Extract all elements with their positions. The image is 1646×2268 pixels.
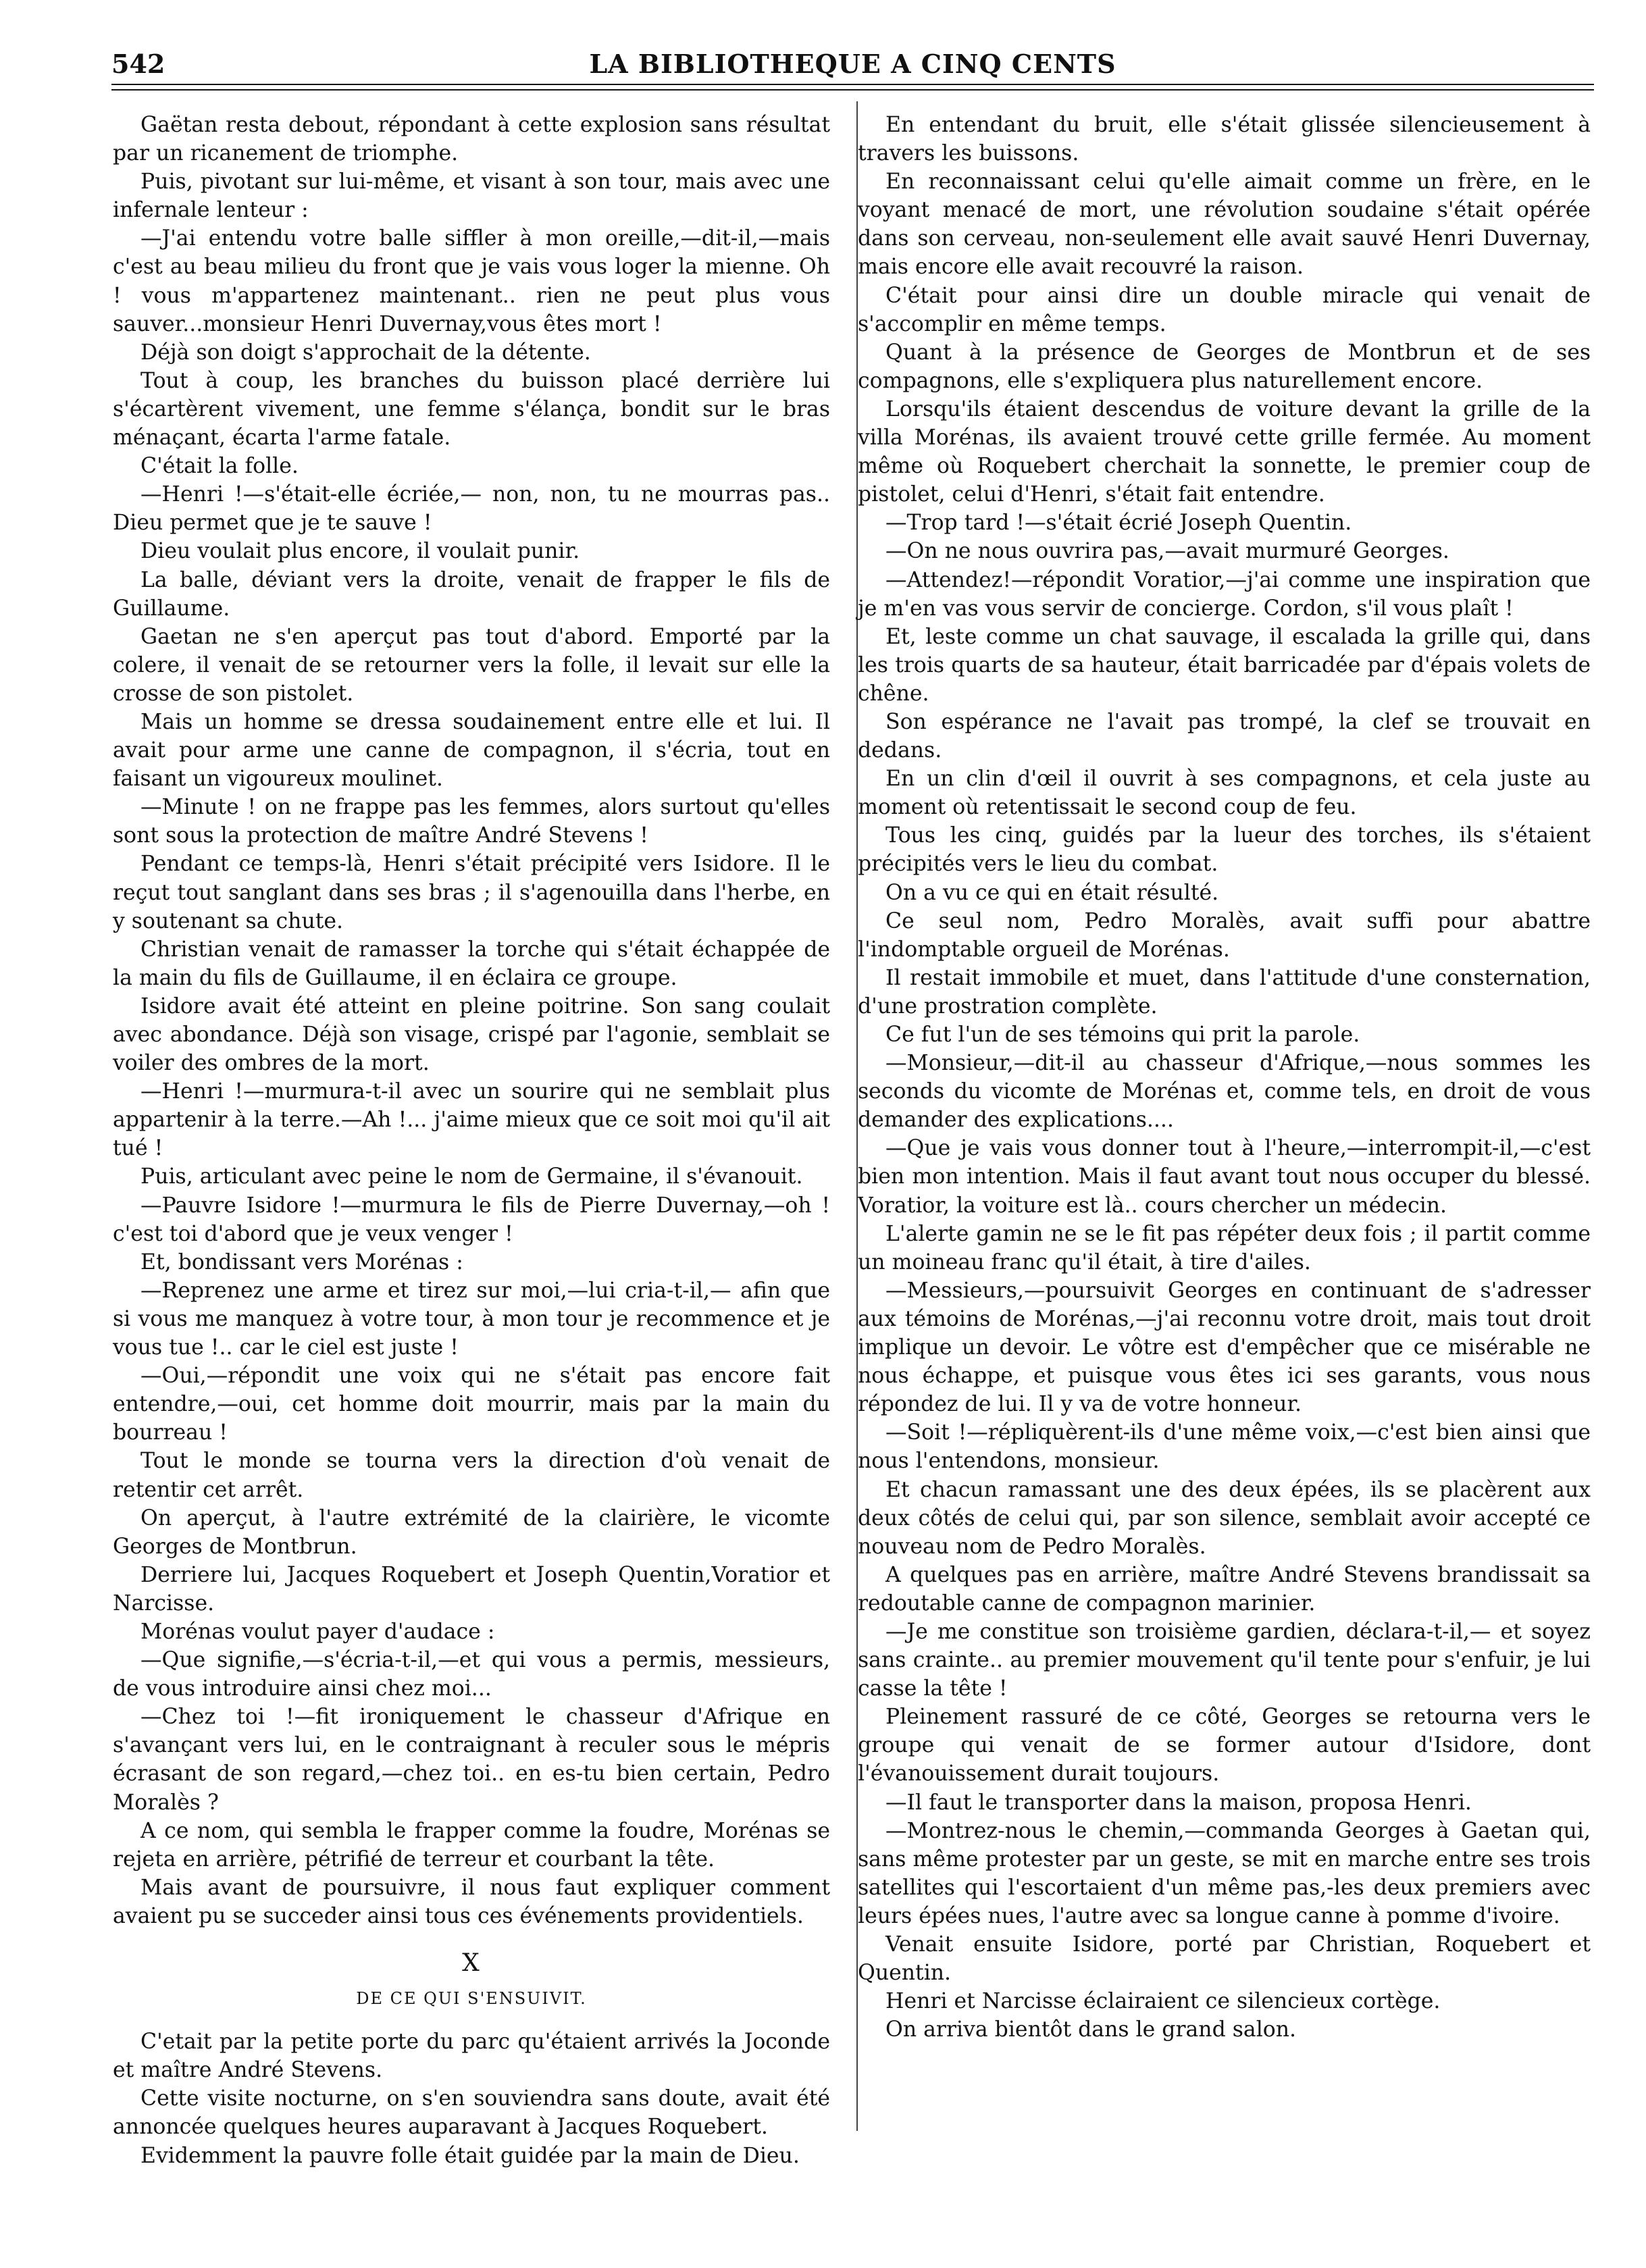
paragraph: —Monsieur,—dit-il au chasseur d'Afrique,—nous sommes les seconds du vicomte de Morénas et, comme tels, en droit de vous demander des explications.... <box>858 1051 1591 1133</box>
paragraph: —Henri !—s'était-elle écriée,— non, non, tu ne mourras pas.. Dieu permet que je te sauve ! <box>113 482 830 536</box>
paragraph: —Je me constitue son troisième gardien, déclara-t-il,— et soyez sans crainte.. au premier mouvement qu'il tente pour s'enfuir, je lui casse la tête ! <box>858 1619 1591 1701</box>
paragraph: Puis, articulant avec peine le nom de Germaine, il s'évanouit. <box>140 1164 803 1189</box>
paragraph: Isidore avait été atteint en pleine poitrine. Son sang coulait avec abondance. Déjà son visage, crispé par l'agonie, semblait se voiler des ombres de la mort. <box>113 994 830 1076</box>
paragraph: En entendant du bruit, elle s'était glissée silencieusement à travers les buissons. <box>858 113 1591 166</box>
paragraph: Et chacun ramassant une des deux épées, ils se placèrent aux deux côtés de celui qui, par son silence, semblait avoir accepté ce nouveau nom de Pedro Moralès. <box>858 1477 1591 1559</box>
right-column <box>858 111 1591 2044</box>
paragraph: —Messieurs,—poursuivit Georges en continuant de s'adresser aux témoins de Morénas,—j'ai reconnu votre droit, mais tout droit implique un devoir. Le vôtre est d'empêcher que ce misérable ne nous échappe, et puisque vous êtes ici ses garants, vous nous répondez de lui. Il y va de votre honneur. <box>858 1278 1591 1417</box>
paragraph: Lorsqu'ils étaient descendus de voiture devant la grille de la villa Morénas, ils avaient trouvé cette grille fermée. Au moment même où Roquebert cherchait la sonnette, le premier coup de pistolet, celui d'Henri, s'était fait entendre. <box>858 396 1591 507</box>
paragraph: —Trop tard !—s'était écrié Joseph Quentin. <box>885 511 1352 536</box>
paragraph: C'etait par la petite porte du parc qu'étaient arrivés la Joconde et maître André Stevens. <box>113 2030 830 2083</box>
left-column-paragraphs <box>113 111 830 1930</box>
paragraph: Son espérance ne l'avait pas trompé, la clef se trouvait en dedans. <box>858 709 1591 763</box>
paragraph: Et, bondissant vers Morénas : <box>140 1249 463 1274</box>
paragraph: En reconnaissant celui qu'elle aimait comme un frère, en le voyant menacé de mort, une révolution soudaine s'était opérée dans son cerveau, non-seulement elle avait sauvé Henri Duvernay, mais encore elle avait recouvré la raison. <box>858 170 1591 280</box>
paragraph: Morénas voulut payer d'audace : <box>140 1619 495 1644</box>
paragraph: Puis, pivotant sur lui-même, et visant à son tour, mais avec une infernale lenteur : <box>113 170 830 223</box>
paragraph: Ce seul nom, Pedro Moralès, avait suffi pour abattre l'indomptable orgueil de Morénas. <box>858 908 1591 962</box>
paragraph: Pendant ce temps-là, Henri s'était précipité vers Isidore. Il le reçut tout sanglant dans ses bras ; il s'agenouilla dans l'herbe, en y soutenant sa chute. <box>113 852 830 933</box>
paragraph: —Il faut le transporter dans la maison, proposa Henri. <box>885 1790 1472 1815</box>
paragraph: —Oui,—répondit une voix qui ne s'était pas encore fait entendre,—oui, cet homme doit mourrir, mais par la main du bourreau ! <box>113 1364 830 1445</box>
paragraph: —Henri !—murmura-t-il avec un sourire qui ne semblait plus appartenir à la terre.—Ah !... j'aime mieux que ce soit moi qu'il ait tué ! <box>113 1079 830 1161</box>
paragraph: —Attendez!—répondit Voratior,—j'ai comme une inspiration que je m'en vas vous servir de concierge. Cordon, s'il vous plaît ! <box>858 567 1591 621</box>
paragraph: —Pauvre Isidore !—murmura le fils de Pierre Duvernay,—oh ! c'est toi d'abord que je veux venger ! <box>113 1193 830 1246</box>
paragraph: Mais avant de poursuivre, il nous faut expliquer comment avaient pu se succeder ainsi tous ces événements providentiels. <box>113 1875 830 1928</box>
paragraph: —Montrez-nous le chemin,—commanda Georges à Gaetan qui, sans même protester par un geste, se mit en marche entre ses trois satellites qui l'escortaient d'un même pas,-les deux premiers avec leurs épées nues, l'autre avec sa longue canne à pomme d'ivoire. <box>858 1818 1591 1928</box>
paragraph: —Que signifie,—s'écria-t-il,—et qui vous a permis, messieurs, de vous introduire ainsi chez moi... <box>113 1648 830 1701</box>
paragraph: La balle, déviant vers la droite, venait de frapper le fils de Guillaume. <box>113 567 830 621</box>
header-rule-bottom <box>111 89 1594 91</box>
paragraph: Il restait immobile et muet, dans l'attitude d'une consternation, d'une prostration complète. <box>858 965 1591 1019</box>
paragraph: C'était pour ainsi dire un double miracle qui venait de s'accomplir en même temps. <box>858 283 1591 336</box>
paragraph: —J'ai entendu votre balle siffler à mon oreille,—dit-il,—mais c'est au beau milieu du front que je vais vous loger la mienne. Oh ! vous m'appartenez maintenant.. rien ne peut plus vous sauver...monsieur Henri Duvernay,vous êtes mort ! <box>113 226 830 336</box>
paragraph: En un clin d'œil il ouvrit à ses compagnons, et cela juste au moment où retentissait le second coup de feu. <box>858 767 1591 820</box>
paragraph: Et, leste comme un chat sauvage, il escalada la grille qui, dans les trois quarts de sa hauteur, était barricadée par d'épais volets de chêne. <box>858 624 1591 706</box>
paragraph: Tous les cinq, guidés par la lueur des torches, ils s'étaient précipités vers le lieu du combat. <box>858 823 1591 877</box>
paragraph: A ce nom, qui sembla le frapper comme la foudre, Morénas se rejeta en arrière, pétrifié de terreur et courbant la tête. <box>113 1818 830 1872</box>
paragraph: —On ne nous ouvrira pas,—avait murmuré Georges. <box>885 539 1449 564</box>
paragraph: A quelques pas en arrière, maître André Stevens brandissait sa redoutable canne de compagnon marinier. <box>858 1562 1591 1616</box>
page-number: 542 <box>111 49 165 79</box>
paragraph: Evidemment la pauvre folle était guidée par la main de Dieu. <box>140 2143 800 2168</box>
right-column-paragraphs <box>858 111 1591 2044</box>
paragraph: On arriva bientôt dans le grand salon. <box>885 2017 1297 2042</box>
paragraph: Venait ensuite Isidore, porté par Christian, Roquebert et Quentin. <box>858 1932 1591 1986</box>
paragraph: C'était la folle. <box>140 454 299 479</box>
paragraph: Ce fut l'un de ses témoins qui prit la parole. <box>885 1023 1360 1047</box>
paragraph: Quant à la présence de Georges de Montbrun et de ses compagnons, elle s'expliquera plus naturellement encore. <box>858 340 1591 393</box>
paragraph: Déjà son doigt s'approchait de la détente. <box>140 340 591 365</box>
paragraph: —Minute ! on ne frappe pas les femmes, alors surtout qu'elles sont sous la protection de maître André Stevens ! <box>113 795 830 848</box>
paragraph: —Que je vais vous donner tout à l'heure,—interrompit-il,—c'est bien mon intention. Mais il faut avant tout nous occuper du blessé. Voratior, la voiture est là.. cours chercher un médecin. <box>858 1136 1591 1218</box>
paragraph: Derriere lui, Jacques Roquebert et Joseph Quentin,Voratior et Narcisse. <box>113 1562 830 1616</box>
chapter-number: X <box>462 1949 481 1977</box>
header-rule-top <box>111 84 1594 85</box>
left-column-after-chapter <box>113 2028 830 2169</box>
paragraph: —Reprenez une arme et tirez sur moi,—lui cria-t-il,— afin que si vous me manquez à votre tour, à mon tour je recommence et je vous tue !.. car le ciel est juste ! <box>113 1278 830 1360</box>
paragraph: Christian venait de ramasser la torche qui s'était échappée de la main du fils de Guillaume, il en éclaira ce groupe. <box>113 937 830 990</box>
running-title: LA BIBLIOTHEQUE A CINQ CENTS <box>589 49 1116 79</box>
paragraph: On a vu ce qui en était résulté. <box>885 880 1219 905</box>
paragraph: —Chez toi !—fit ironiquement le chasseur d'Afrique en s'avançant vers lui, en le contraignant à reculer sous le mépris écrasant de son regard,—chez toi.. en es-tu bien certain, Pedro Moralès ? <box>113 1705 830 1815</box>
paragraph: Cette visite nocturne, on s'en souviendra sans doute, avait été annoncée quelques heures auparavant à Jacques Roquebert. <box>113 2086 830 2140</box>
paragraph: On aperçut, à l'autre extrémité de la clairière, le vicomte Georges de Montbrun. <box>113 1505 830 1559</box>
paragraph: Henri et Narcisse éclairaient ce silencieux cortège. <box>885 1989 1441 2014</box>
left-column <box>113 111 830 2170</box>
chapter-title: DE CE QUI S'ENSUIVIT. <box>356 1989 587 2009</box>
paragraph: Mais un homme se dressa soudainement entre elle et lui. Il avait pour arme une canne de compagnon, il s'écria, tout en faisant un vigoureux moulinet. <box>113 709 830 792</box>
paragraph: Dieu voulait plus encore, il voulait punir. <box>140 539 580 564</box>
paragraph: L'alerte gamin ne se le fit pas répéter deux fois ; il partit comme un moineau franc qu'il était, à tire d'ailes. <box>858 1221 1591 1274</box>
paragraph: Gaëtan resta debout, répondant à cette explosion sans résultat par un ricanement de triomphe. <box>113 113 830 166</box>
paragraph: Pleinement rassuré de ce côté, Georges se retourna vers le groupe qui venait de se former autour d'Isidore, dont l'évanouissement durait toujours. <box>858 1705 1591 1786</box>
paragraph: Gaetan ne s'en aperçut pas tout d'abord. Emporté par la colere, il venait de se retourner vers la folle, il levait sur elle la crosse de son pistolet. <box>113 624 830 706</box>
paragraph: Tout à coup, les branches du buisson placé derrière lui s'écartèrent vivement, une femme s'élança, bondit sur le bras ménaçant, écarta l'arme fatale. <box>113 368 830 450</box>
paragraph: —Soit !—répliquèrent-ils d'une même voix,—c'est bien ainsi que nous l'entendons, monsieur. <box>858 1420 1591 1474</box>
page-header <box>111 43 1594 84</box>
paragraph: Tout le monde se tourna vers la direction d'où venait de retentir cet arrêt. <box>113 1449 830 1502</box>
